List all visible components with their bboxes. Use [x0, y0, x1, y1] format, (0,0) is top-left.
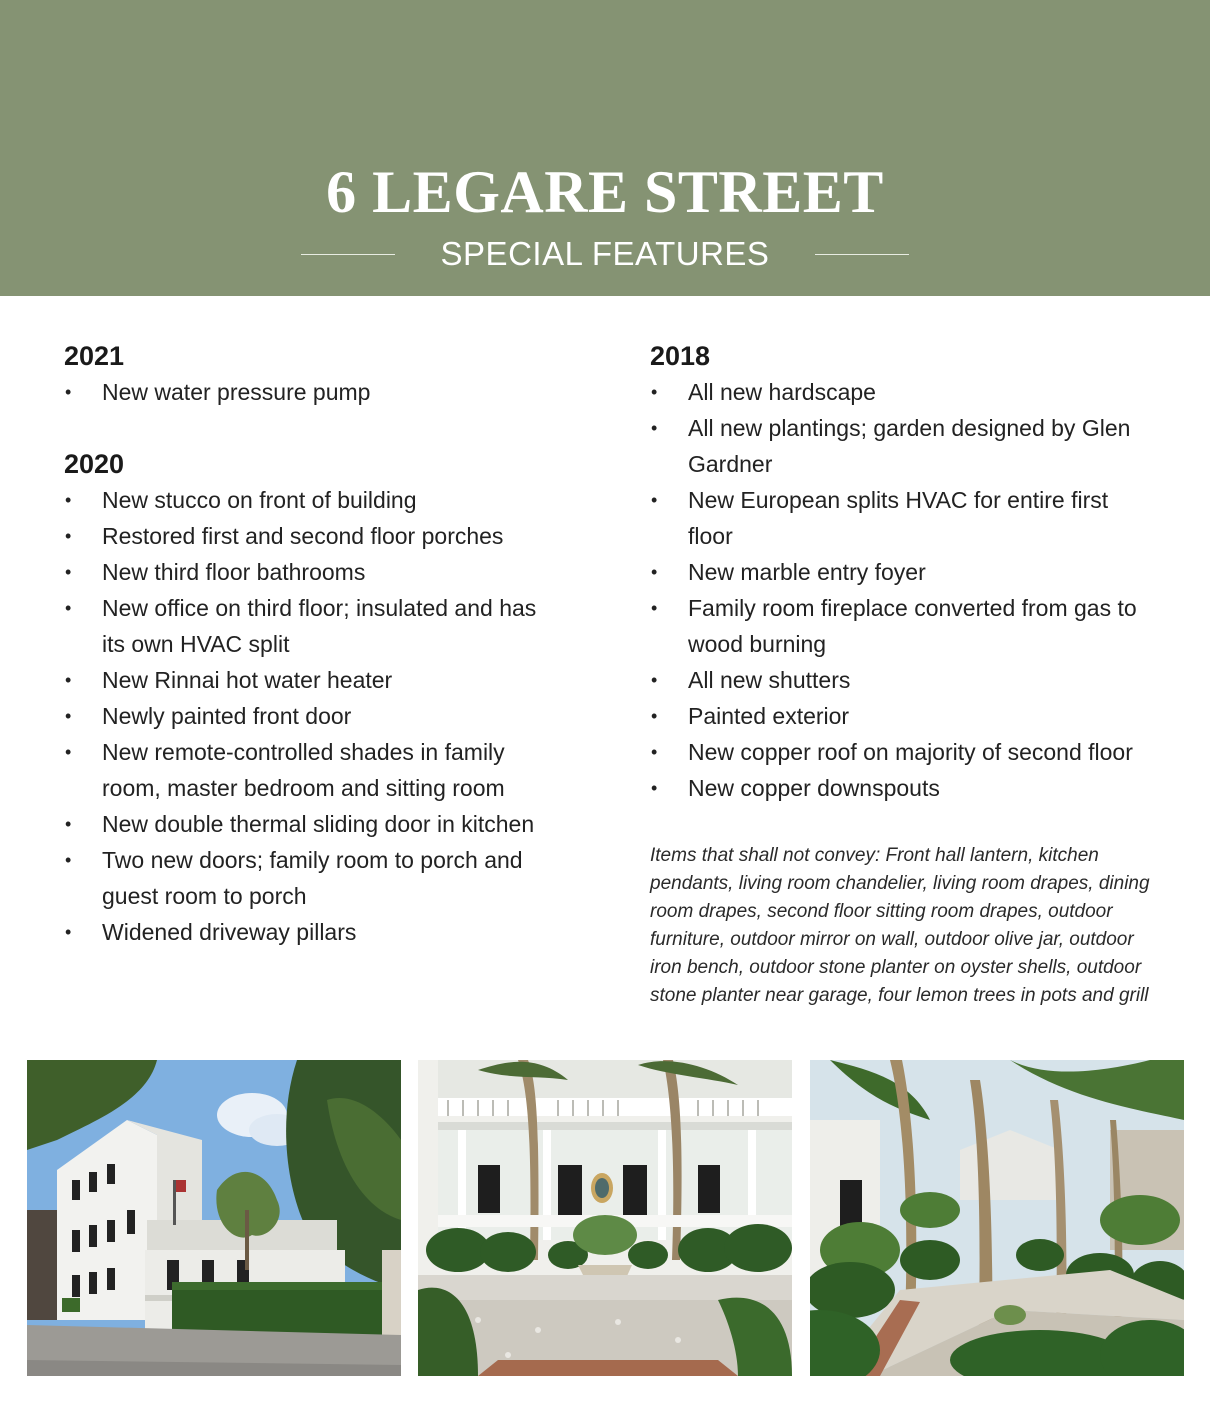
feature-item: • New marble entry foyer	[650, 554, 1150, 590]
year-heading: 2018	[650, 341, 711, 371]
exclusions-note: Items that shall not convey: Front hall lantern, kitchen pendants, living room chandelier, living room drapes, dining room drapes, second floor sitting room drapes, outdoor furniture, outdoor mirror on wall, outdoor olive jar, outdoor iron bench, outdoor stone planter on oyster shells, outdoor stone planter near garage, four lemon trees in pots and grill	[650, 845, 1150, 1006]
divider-line-right	[815, 254, 909, 255]
feature-list	[64, 482, 564, 950]
feature-item: • New stucco on front of building	[64, 482, 564, 518]
left-feature-column	[64, 338, 564, 950]
feature-item: • All new plantings; garden designed by Glen Gardner	[650, 410, 1150, 482]
right-feature-column	[650, 338, 1150, 806]
page-subtitle: SPECIAL FEATURES	[440, 235, 770, 272]
feature-item: • New copper downspouts	[650, 770, 1150, 806]
feature-item: • All new shutters	[650, 662, 1150, 698]
feature-item: • New double thermal sliding door in kitchen	[64, 806, 564, 842]
feature-item: • New remote-controlled shades in family room, master bedroom and sitting room	[64, 734, 564, 806]
feature-item: • New office on third floor; insulated and has its own HVAC split	[64, 590, 564, 662]
feature-item: • New copper roof on majority of second floor	[650, 734, 1150, 770]
house-exterior-photo	[27, 1060, 401, 1376]
garden-walkway-photo	[810, 1060, 1184, 1376]
year-heading: 2021	[64, 341, 125, 371]
subtitle-row	[0, 232, 1210, 276]
feature-list	[650, 374, 1150, 806]
feature-item: • New water pressure pump	[64, 374, 564, 410]
header-banner	[0, 0, 1210, 296]
feature-item: • Newly painted front door	[64, 698, 564, 734]
feature-item: • Restored first and second floor porches	[64, 518, 564, 554]
feature-item: • New Rinnai hot water heater	[64, 662, 564, 698]
feature-item: • Family room fireplace converted from gas to wood burning	[650, 590, 1150, 662]
divider-line-left	[301, 254, 395, 255]
feature-item: • New third floor bathrooms	[64, 554, 564, 590]
feature-item: • Two new doors; family room to porch and guest room to porch	[64, 842, 564, 914]
feature-list	[64, 374, 564, 410]
page-title: 6 LEGARE STREET	[326, 159, 884, 225]
feature-item: • Painted exterior	[650, 698, 1150, 734]
feature-item: • New European splits HVAC for entire first floor	[650, 482, 1150, 554]
front-porch-courtyard-photo	[418, 1060, 792, 1376]
year-heading: 2020	[64, 449, 125, 479]
feature-item: • Widened driveway pillars	[64, 914, 564, 950]
feature-item: • All new hardscape	[650, 374, 1150, 410]
